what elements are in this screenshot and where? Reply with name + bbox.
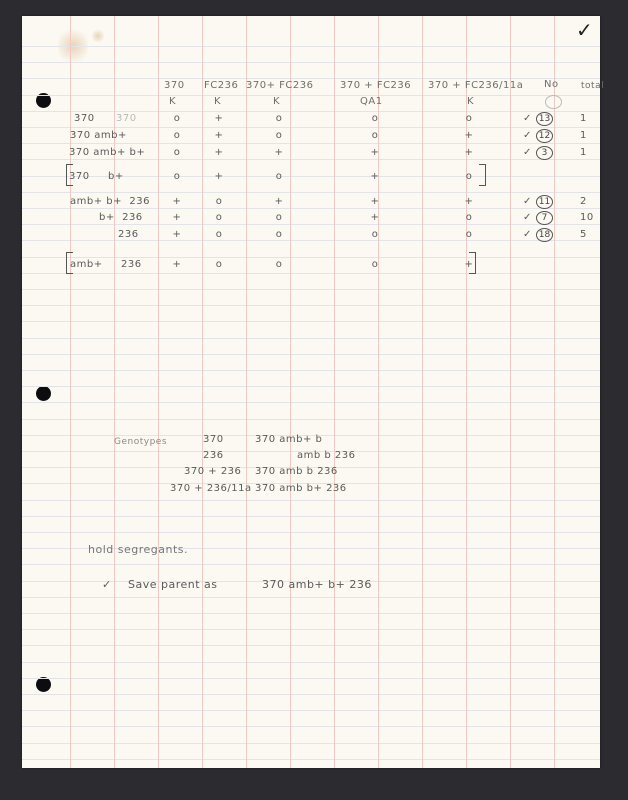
row-label: amb+ b+ 236	[70, 196, 150, 207]
result-symbol: o	[215, 259, 223, 270]
ruled-line	[22, 516, 600, 517]
row-label-faint: 370	[116, 113, 137, 124]
binder-hole	[36, 386, 51, 401]
row-number-circled: 7	[536, 211, 553, 225]
result-symbol: +	[214, 147, 224, 158]
genotype-right: amb b 236	[297, 450, 356, 461]
result-symbol: o	[465, 212, 473, 223]
ruled-line	[22, 710, 600, 711]
row-label: 370	[74, 113, 95, 124]
row-total: 2	[580, 196, 587, 207]
result-symbol: o	[173, 130, 181, 141]
result-symbol: o	[215, 196, 223, 207]
genotype-left: 370 + 236/11a	[170, 483, 252, 494]
column-line	[422, 16, 423, 768]
result-symbol: +	[214, 171, 224, 182]
ruled-line	[22, 743, 600, 744]
row-check: ✓	[523, 212, 532, 223]
ruled-line	[22, 645, 600, 646]
row-label: amb+ 236	[70, 259, 142, 270]
ruled-line	[22, 257, 600, 258]
result-symbol: o	[371, 130, 379, 141]
ruled-line	[22, 726, 600, 727]
header-370-k: K	[169, 96, 177, 107]
row-label: 236	[118, 229, 139, 240]
ruled-line	[22, 532, 600, 533]
result-symbol: o	[173, 171, 181, 182]
top-check-mark: ✓	[576, 18, 593, 42]
ruled-line	[22, 370, 600, 371]
row-total: 5	[580, 229, 587, 240]
result-symbol: o	[465, 171, 473, 182]
ruled-line	[22, 62, 600, 63]
row-check: ✓	[523, 130, 532, 141]
genotype-right: 370 amb b 236	[255, 466, 338, 477]
ruled-line	[22, 662, 600, 663]
ruled-line	[22, 500, 600, 501]
header-370-fc236-qa1: 370 + FC236	[340, 80, 412, 91]
header-370-fc236-k: K	[273, 96, 281, 107]
result-symbol: o	[275, 259, 283, 270]
result-symbol: +	[464, 130, 474, 141]
row-total: 1	[580, 147, 587, 158]
stain	[92, 28, 104, 44]
result-symbol: +	[370, 196, 380, 207]
ruled-line	[22, 240, 600, 241]
column-line	[158, 16, 159, 768]
row-total: 10	[580, 212, 594, 223]
result-symbol: +	[370, 212, 380, 223]
header-total: total	[581, 81, 605, 91]
result-symbol: o	[275, 171, 283, 182]
row-label: b+ 236	[99, 212, 143, 223]
ruled-line	[22, 597, 600, 598]
note-hold-segregants: hold segregants.	[88, 543, 189, 556]
bracket-left	[66, 252, 73, 274]
result-symbol: +	[370, 147, 380, 158]
ruled-line	[22, 111, 600, 112]
result-symbol: o	[371, 113, 379, 124]
genotypes-title: Genotypes	[114, 437, 168, 447]
result-symbol: +	[464, 259, 474, 270]
ruled-line	[22, 95, 600, 96]
ruled-line	[22, 419, 600, 420]
ruled-line	[22, 694, 600, 695]
genotype-left: 370	[203, 434, 224, 445]
ruled-line	[22, 354, 600, 355]
ruled-line	[22, 613, 600, 614]
genotype-left: 370 + 236	[184, 466, 242, 477]
header-fc236-k: K	[214, 96, 222, 107]
column-line	[466, 16, 467, 768]
header-fc236: FC236	[204, 80, 239, 91]
row-check: ✓	[523, 113, 532, 124]
result-symbol: +	[172, 229, 182, 240]
column-line	[70, 16, 71, 768]
ruled-line	[22, 759, 600, 760]
ruled-line	[22, 159, 600, 160]
ruled-line	[22, 386, 600, 387]
bracket-right	[479, 164, 486, 186]
row-check: ✓	[523, 196, 532, 207]
result-symbol: o	[371, 259, 379, 270]
result-symbol: o	[275, 229, 283, 240]
result-symbol: +	[214, 130, 224, 141]
ruled-line	[22, 564, 600, 565]
header-370-fc236: 370+ FC236	[246, 80, 314, 91]
result-symbol: o	[173, 147, 181, 158]
header-11a-k: K	[467, 96, 475, 107]
ruled-line	[22, 321, 600, 322]
ruled-line	[22, 46, 600, 47]
binder-hole	[36, 677, 51, 692]
ruled-line	[22, 78, 600, 79]
ruled-line	[22, 192, 600, 193]
note-save-parent: Save parent as	[128, 578, 218, 591]
column-line	[114, 16, 115, 768]
empty-circle	[545, 95, 562, 109]
row-check: ✓	[523, 147, 532, 158]
genotype-right: 370 amb b+ 236	[255, 483, 347, 494]
ruled-line	[22, 289, 600, 290]
result-symbol: +	[172, 259, 182, 270]
result-symbol: +	[370, 171, 380, 182]
result-symbol: o	[371, 229, 379, 240]
result-symbol: +	[172, 212, 182, 223]
ruled-line	[22, 629, 600, 630]
row-number-circled: 12	[536, 129, 553, 143]
row-number-circled: 13	[536, 112, 553, 126]
bracket-left	[66, 164, 73, 186]
row-label: 370 amb+ b+	[69, 147, 146, 158]
genotype-right: 370 amb+ b	[255, 434, 323, 445]
header-370-fc236-11a: 370 + FC236/11a	[428, 80, 524, 91]
column-line	[510, 16, 511, 768]
row-number-circled: 18	[536, 228, 553, 242]
column-line	[334, 16, 335, 768]
column-line	[202, 16, 203, 768]
row-number-circled: 11	[536, 195, 553, 209]
result-symbol: +	[274, 196, 284, 207]
column-line	[290, 16, 291, 768]
ruled-line	[22, 678, 600, 679]
result-symbol: o	[465, 229, 473, 240]
result-symbol: +	[214, 113, 224, 124]
row-total: 1	[580, 130, 587, 141]
ruled-line	[22, 402, 600, 403]
ruled-line	[22, 273, 600, 274]
header-no: No	[544, 79, 559, 90]
note-save-genotype: 370 amb+ b+ 236	[262, 578, 372, 591]
ruled-line	[22, 127, 600, 128]
row-label: 370 amb+	[70, 130, 127, 141]
result-symbol: +	[172, 196, 182, 207]
result-symbol: o	[275, 212, 283, 223]
ruled-line	[22, 338, 600, 339]
ruled-line	[22, 224, 600, 225]
ruled-line	[22, 143, 600, 144]
ruled-line	[22, 305, 600, 306]
bracket-right	[469, 252, 476, 274]
result-symbol: o	[275, 113, 283, 124]
column-line	[554, 16, 555, 768]
column-line	[378, 16, 379, 768]
result-symbol: +	[464, 196, 474, 207]
result-symbol: +	[464, 147, 474, 158]
result-symbol: o	[173, 113, 181, 124]
result-symbol: +	[274, 147, 284, 158]
row-total: 1	[580, 113, 587, 124]
result-symbol: o	[215, 212, 223, 223]
result-symbol: o	[215, 229, 223, 240]
genotype-left: 236	[203, 450, 224, 461]
header-qa1: QA1	[360, 96, 383, 107]
row-check: ✓	[523, 229, 532, 240]
result-symbol: o	[465, 113, 473, 124]
result-symbol: o	[275, 130, 283, 141]
header-370: 370	[164, 80, 185, 91]
ruled-line	[22, 208, 600, 209]
note-check: ✓	[102, 578, 112, 591]
row-number-circled: 3	[536, 146, 553, 160]
row-label: 370 b+	[69, 171, 124, 182]
column-line	[246, 16, 247, 768]
notebook-page	[22, 16, 605, 768]
